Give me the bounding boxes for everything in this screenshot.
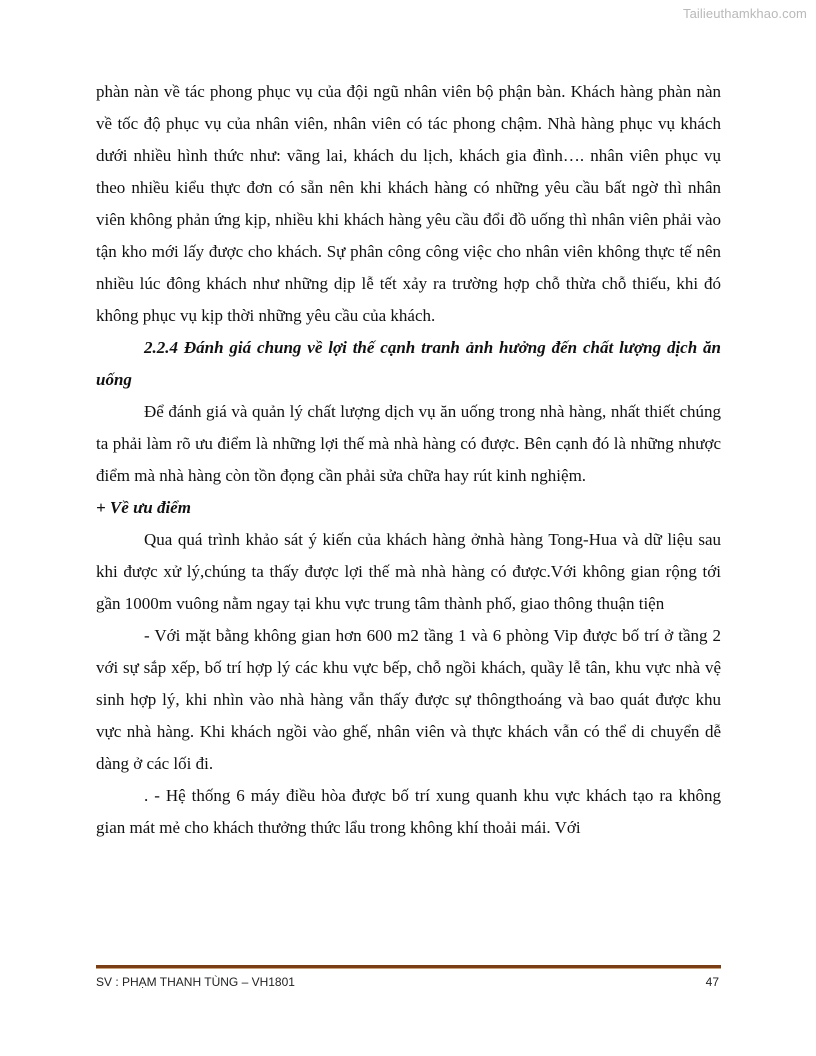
paragraph-complaints: phàn nàn về tác phong phục vụ của đội ngũ nhân viên bộ phận bàn. Khách hàng phàn nàn về tốc độ phục vụ của nhân viên, nhân viên có tác phong chậm. Nhà hàng phục vụ khách dưới nhiều hình thức như: vãng lai, khách du lịch, khách gia đình…. nhân viên phục vụ theo nhiều kiểu thực đơn có sẵn nên khi khách hàng có những yêu cầu bất ngờ thì nhân viên không phản ứng kịp, nhiều khi khách hàng yêu cầu đổi đồ uống thì nhân viên phải vào tận kho mới lấy được cho khách. Sự phân công công việc cho nhân viên không thực tế nên nhiều lúc đông khách như những dịp lễ tết xảy ra trường hợp chỗ thừa chỗ thiếu, khi đó không phục vụ kịp thời những yêu cầu của khách. — [96, 82, 721, 325]
paragraph-intro: Để đánh giá và quản lý chất lượng dịch vụ ăn uống trong nhà hàng, nhất thiết chúng ta phải làm rõ ưu điểm là những lợi thế mà nhà hàng có được. Bên cạnh đó là những nhược điểm mà nhà hàng còn tồn đọng cần phải sửa chữa hay rút kinh nghiệm. — [96, 402, 721, 485]
footer-divider — [96, 965, 721, 969]
footer-student-name: SV : PHẠM THANH TÙNG – VH1801 — [96, 975, 295, 989]
section-heading: 2.2.4 Đánh giá chung về lợi thế cạnh tranh ảnh hưởng đến chất lượng dịch ăn uống — [96, 338, 721, 389]
page-body — [96, 76, 721, 844]
paragraph-survey: Qua quá trình khảo sát ý kiến của khách hàng ởnhà hàng Tong-Hua và dữ liệu sau khi được xử lý,chúng ta thấy được lợi thế mà nhà hàng có được.Với không gian rộng tới gần 1000m vuông nằm ngay tại khu vực trung tâm thành phố, giao thông thuận tiện — [96, 530, 721, 613]
subheading-advantages: + Về ưu điểm — [96, 498, 191, 517]
page-number: 47 — [705, 975, 719, 989]
paragraph-aircon: . - Hệ thống 6 máy điều hòa được bố trí xung quanh khu vực khách tạo ra không gian mát mẻ cho khách thưởng thức lẩu trong không khí thoải mái. Với — [96, 786, 721, 837]
paragraph-space: - Với mặt bằng không gian hơn 600 m2 tầng 1 và 6 phòng Vip được bố trí ở tầng 2 với sự sắp xếp, bố trí hợp lý các khu vực bếp, chỗ ngồi khách, quầy lễ tân, khu vực nhà vệ sinh hợp lý, khi nhìn vào nhà hàng vẫn thấy được sự thôngthoáng và bao quát được khu vực nhà hàng. Khi khách ngồi vào ghế, nhân viên và thực khách vẫn có thể di chuyển dễ dàng ở các lối đi. — [96, 626, 721, 773]
watermark: Tailieuthamkhao.com — [682, 6, 807, 21]
